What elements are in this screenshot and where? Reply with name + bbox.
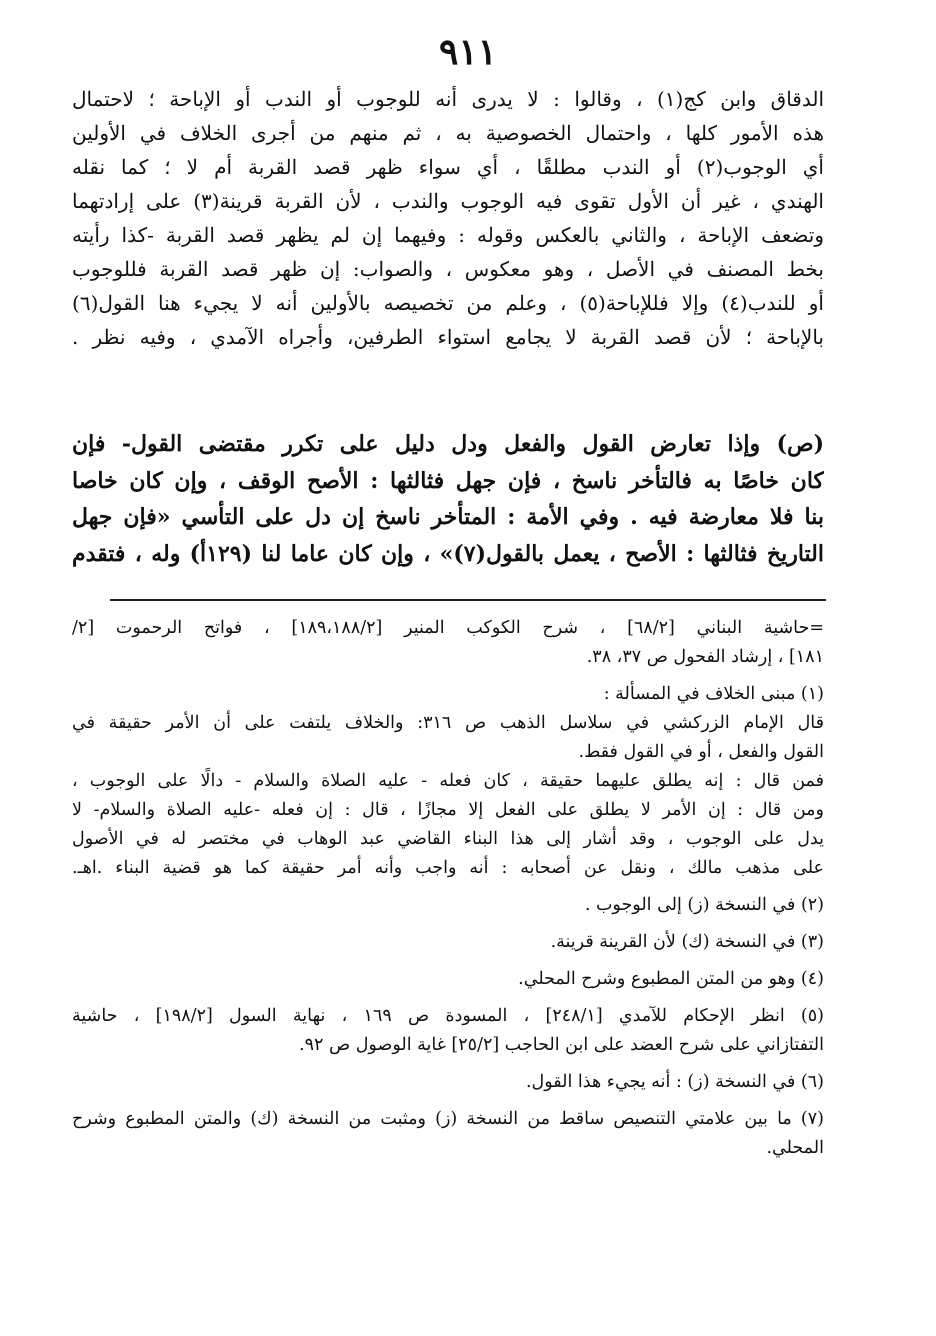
footnote-1-line: ومن قال : إن الأمر لا يطلق على الفعل إلا مجازًا ، قال : إن فعله -عليه الصلاة والسلام- لا	[72, 800, 824, 820]
matn-line: بنا فلا معارضة فيه . وفي الأمة : المتأخر ناسخ إن دل على التأسي «فإن جهل	[72, 504, 824, 531]
footnote-continuation-line: ١٨١] ، إرشاد الفحول ص ٣٧، ٣٨.	[586, 647, 824, 667]
footnote-2: (٢) في النسخة (ز) إلى الوجوب .	[584, 895, 824, 915]
footnote-continuation-line: =حاشية البناني [٦٨/٢] ، شرح الكوكب المنير [١٨٩،١٨٨/٢] ، فواتح الرحموت [٢/	[72, 618, 824, 638]
matn-line: التاريخ فثالثها : الأصح ، يعمل بالقول(٧)» ، وإن كان عاما لنا (١٢٩أ) وله ، فتقدم	[72, 540, 824, 567]
commentary-text	[72, 82, 824, 354]
commentary-line: الدقاق وابن كج(١) ، وقالوا : لا يدرى أنه للوجوب أو الندب أو الإباحة ؛ لاحتمال	[72, 87, 824, 111]
matn-text	[72, 426, 824, 572]
footnote-1-line: القول والفعل ، أو في القول فقط.	[578, 742, 824, 762]
commentary-line: بخط المصنف في الأصل ، وهو معكوس ، والصواب: إن ظهر قصد القربة فللوجوب	[72, 257, 824, 281]
matn-line: (ص) وإذا تعارض القول والفعل ودل دليل على تكرر مقتضى القول- فإن	[72, 431, 824, 457]
footnote-1-line: قال الإمام الزركشي في سلاسل الذهب ص ٣١٦: والخلاف يلتفت على أن الأمر حقيقة في	[72, 713, 824, 733]
commentary-line: الهندي ، غير أن الأول تقوى فيه الوجوب والندب ، لأن القربة قرينة(٣) على إرادتهما	[72, 189, 824, 213]
footnote-1-line: يدل على الوجوب ، وقد أشار إلى هذا البناء القاضي عبد الوهاب في مختصر له في الأصول	[72, 829, 824, 849]
footnote-1-line: فمن قال : إنه يطلق عليهما حقيقة ، كان فعله - عليه الصلاة والسلام - دالًا على الوجوب ،	[72, 771, 824, 791]
footnote-7-line: (٧) ما بين علامتي التنصيص ساقط من النسخة (ز) ومثبت من النسخة (ك) والمتن المطبوع وشرح	[72, 1109, 824, 1129]
commentary-line: وتضعف الإباحة ، والثاني بالعكس وقوله : وفيهما إن لم يظهر قصد القربة -كذا رأيته	[72, 223, 824, 247]
footnote-1-heading: (١) مبنى الخلاف في المسألة :	[603, 684, 824, 704]
footnote-separator	[110, 599, 826, 601]
page-number: ٩١١	[438, 31, 497, 73]
footnote-6: (٦) في النسخة (ز) : أنه يجيء هذا القول.	[525, 1072, 824, 1092]
commentary-line: أي الوجوب(٢) أو الندب مطلقًا ، أي سواء ظهر قصد القربة أم لا ؛ كما نقله	[72, 155, 824, 179]
footnote-3: (٣) في النسخة (ك) لأن القرينة قرينة.	[550, 932, 824, 952]
footnote-5-line: (٥) انظر الإحكام للآمدي [٢٤٨/١] ، المسودة ص ١٦٩ ، نهاية السول [١٩٨/٢] ، حاشية	[72, 1006, 824, 1026]
matn-line: كان خاصًا به فالتأخر ناسخ ، فإن جهل فثالثها : الأصح الوقف ، وإن كان خاصا	[72, 467, 824, 494]
footnote-1-line: على مذهب مالك ، ونقل عن أصحابه : أنه واجب وأنه أمر حقيقة كما هو قضية البناء .اهـ.	[72, 858, 824, 878]
footnotes	[72, 614, 824, 1163]
footnote-5-line: التفتازاني على شرح العضد على ابن الحاجب [٢٥/٢] غاية الوصول ص ٩٢.	[299, 1035, 824, 1055]
footnote-4: (٤) وهو من المتن المطبوع وشرح المحلي.	[518, 969, 824, 989]
commentary-line: هذه الأمور كلها ، واحتمال الخصوصية به ، ثم منهم من أجرى الخلاف في الأولين	[72, 121, 824, 145]
commentary-line: أو للندب(٤) وإلا فللإباحة(٥) ، وعلم من تخصيصه بالأولين أنه لا يجيء هنا القول(٦)	[72, 291, 824, 315]
footnote-7-line: المحلي.	[766, 1138, 824, 1158]
commentary-line: بالإباحة ؛ لأن قصد القربة لا يجامع استواء الطرفين، وأجراه الآمدي ، وفيه نظر .	[72, 325, 824, 349]
